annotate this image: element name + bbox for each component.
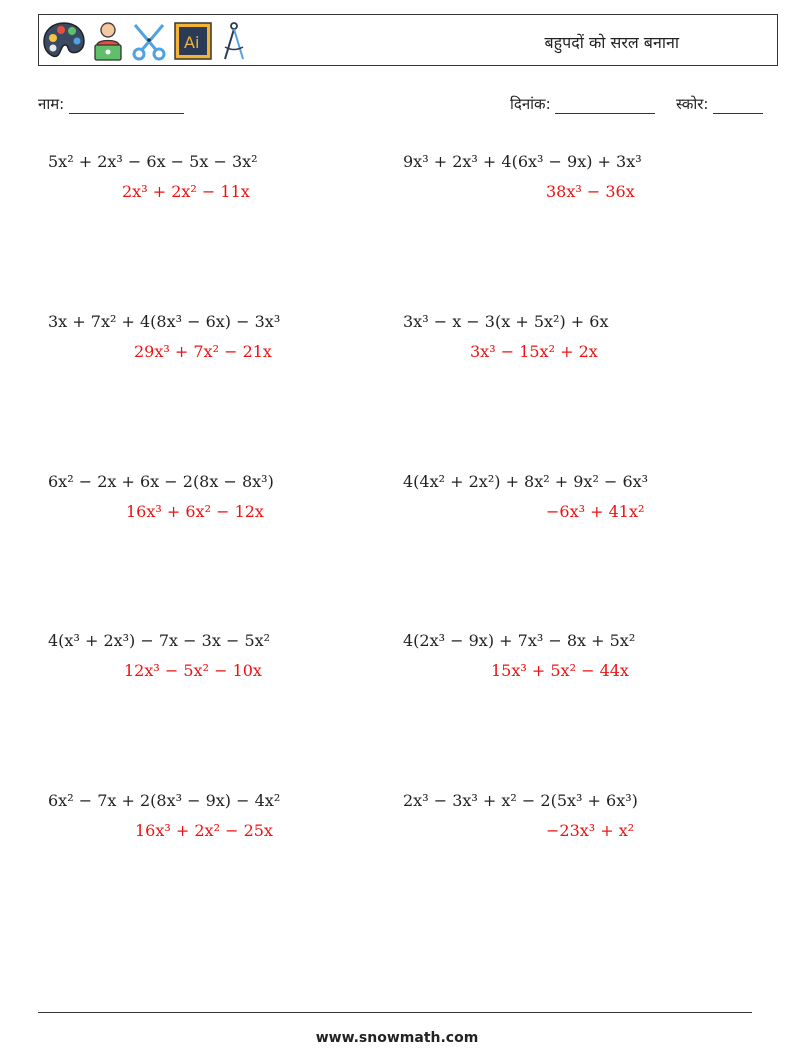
name-label: नाम: bbox=[38, 95, 65, 113]
score-label: स्कोर: bbox=[676, 95, 709, 113]
problem-4: 3x³ − x − 3(x + 5x²) + 6x bbox=[403, 312, 609, 331]
answer-7: 12x³ − 5x² − 10x bbox=[124, 661, 262, 680]
date-blank bbox=[555, 98, 655, 114]
date-field bbox=[510, 94, 655, 114]
header-icons bbox=[43, 20, 249, 62]
illustrator-icon bbox=[173, 21, 213, 61]
score-field bbox=[676, 94, 763, 114]
answer-3: 29x³ + 7x² − 21x bbox=[134, 342, 272, 361]
person-at-laptop-icon bbox=[91, 21, 125, 61]
palette-icon bbox=[43, 21, 85, 61]
problem-6: 4(4x² + 2x²) + 8x² + 9x² − 6x³ bbox=[403, 472, 649, 491]
answer-5: 16x³ + 6x² − 12x bbox=[126, 502, 264, 521]
answer-8: 15x³ + 5x² − 44x bbox=[491, 661, 629, 680]
answer-6: −6x³ + 41x² bbox=[546, 502, 645, 521]
answer-9: 16x³ + 2x² − 25x bbox=[135, 821, 273, 840]
problem-3: 3x + 7x² + 4(8x³ − 6x) − 3x³ bbox=[48, 312, 281, 331]
worksheet-header bbox=[38, 14, 778, 66]
footer-website: www.snowmath.com bbox=[315, 1030, 479, 1046]
name-blank bbox=[69, 98, 184, 114]
worksheet-title: बहुपदों को सरल बनाना bbox=[544, 33, 679, 52]
date-label: दिनांक: bbox=[510, 95, 551, 113]
scissors-icon bbox=[131, 21, 167, 61]
footer-divider bbox=[38, 1012, 752, 1013]
problem-10: 2x³ − 3x³ + x² − 2(5x³ + 6x³) bbox=[403, 791, 638, 810]
problem-2: 9x³ + 2x³ + 4(6x³ − 9x) + 3x³ bbox=[403, 152, 642, 171]
svg-text:Ai: Ai bbox=[184, 33, 200, 52]
answer-4: 3x³ − 15x² + 2x bbox=[470, 342, 598, 361]
problem-1: 5x² + 2x³ − 6x − 5x − 3x² bbox=[48, 152, 258, 171]
problem-7: 4(x³ + 2x³) − 7x − 3x − 5x² bbox=[48, 631, 271, 650]
answer-10: −23x³ + x² bbox=[546, 821, 635, 840]
name-field bbox=[38, 94, 184, 114]
problem-9: 6x² − 7x + 2(8x³ − 9x) − 4x² bbox=[48, 791, 281, 810]
problem-8: 4(2x³ − 9x) + 7x³ − 8x + 5x² bbox=[403, 631, 636, 650]
problem-5: 6x² − 2x + 6x − 2(8x − 8x³) bbox=[48, 472, 274, 491]
answer-1: 2x³ + 2x² − 11x bbox=[122, 182, 250, 201]
answer-2: 38x³ − 36x bbox=[546, 182, 635, 201]
compass-icon bbox=[219, 21, 249, 61]
score-blank bbox=[713, 98, 763, 114]
